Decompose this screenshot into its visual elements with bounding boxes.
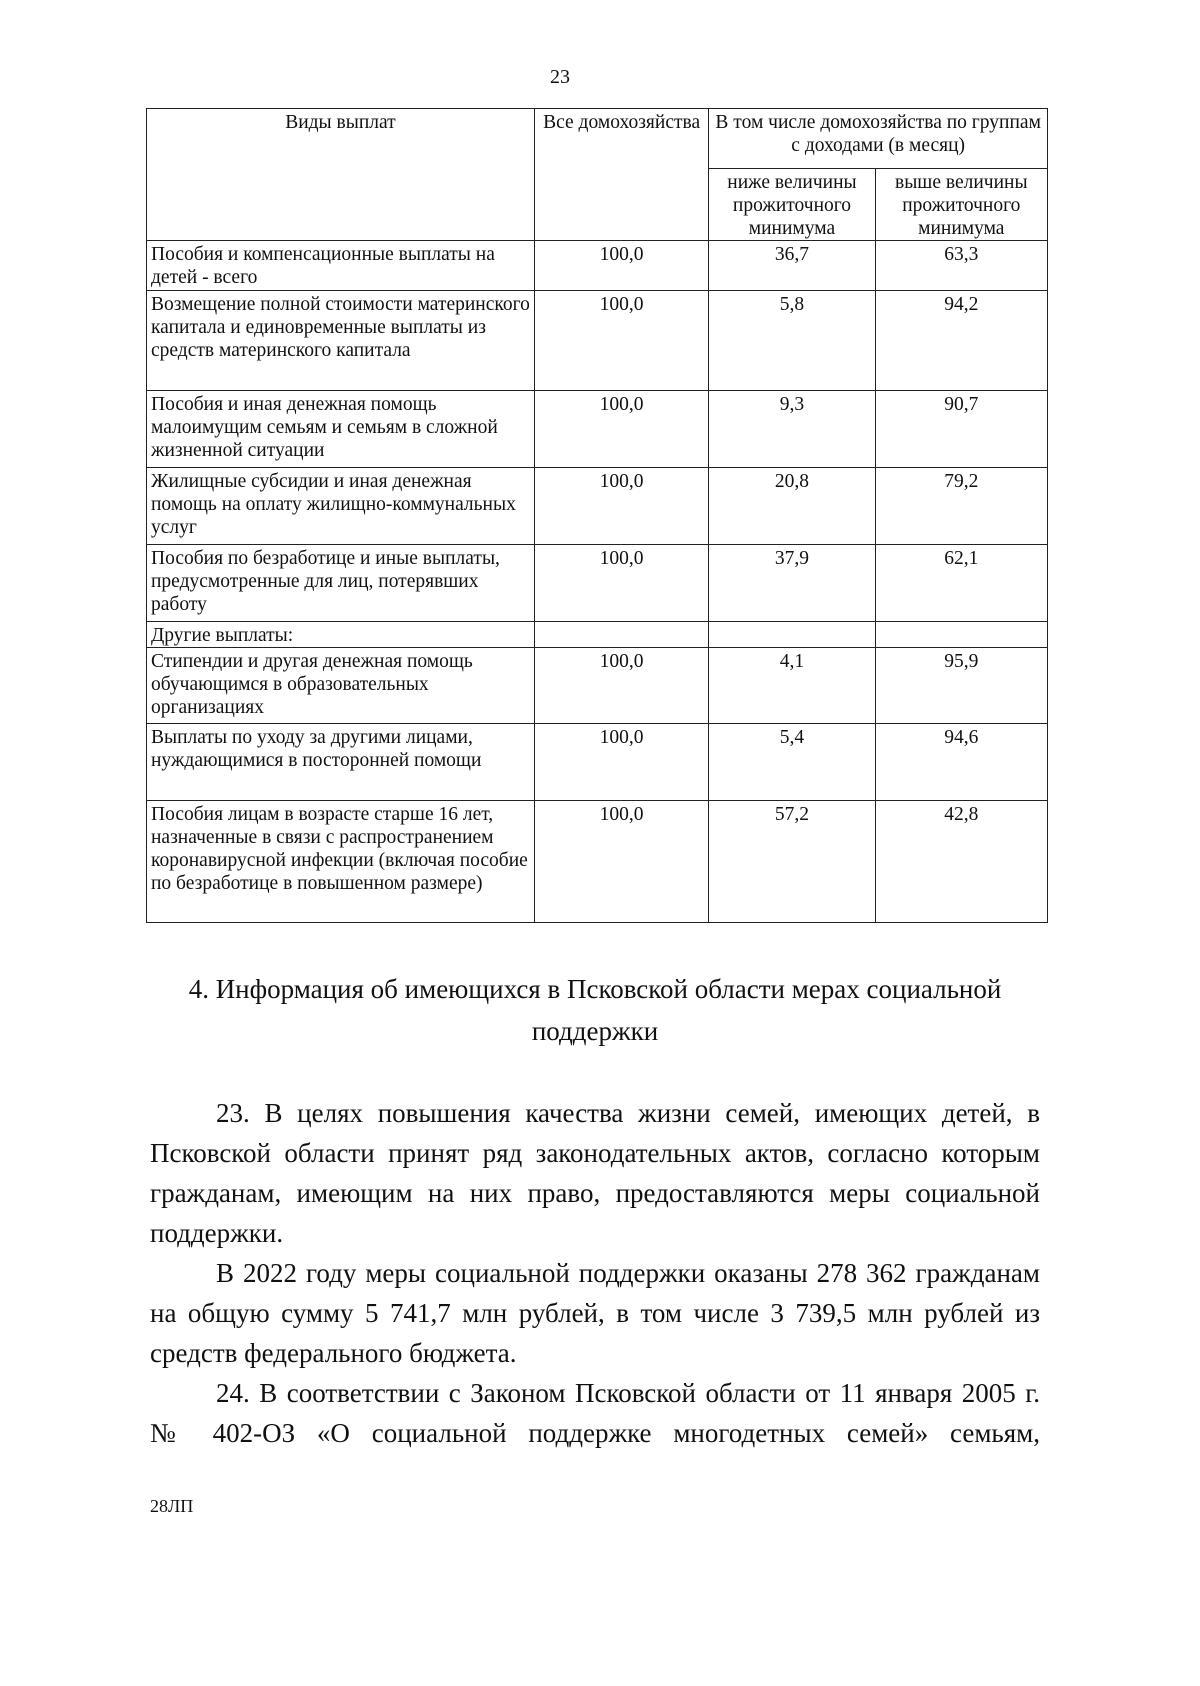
row-below-value: 5,8: [709, 291, 875, 391]
paragraph-23: 23. В целях повышения качества жизни семей, имеющих детей, в Псковской области принят ряд законодательных актов, согласно которым гражданам, имеющим на них право, предоставляются меры социальной поддержки.: [150, 1098, 1040, 1248]
row-all-value: 100,0: [534, 241, 708, 291]
row-all-value: 100,0: [534, 291, 708, 391]
row-all-value: 100,0: [534, 724, 708, 801]
row-below-value: 36,7: [709, 241, 875, 291]
row-above-value: [875, 622, 1047, 648]
row-below-value: 20,8: [709, 468, 875, 545]
table-row: [147, 291, 1048, 391]
header-income-groups: В том числе домохозяйства по группам с доходами (в месяц): [709, 109, 1048, 169]
row-below-value: 57,2: [709, 801, 875, 923]
row-name: Жилищные субсидии и иная денежная помощь на оплату жилищно-коммунальных услуг: [147, 468, 535, 545]
row-all-value: 100,0: [534, 391, 708, 468]
header-payment-type: Виды выплат: [147, 109, 535, 241]
row-below-value: 9,3: [709, 391, 875, 468]
row-name: Пособия и иная денежная помощь малоимущим семьям и семьям в сложной жизненной ситуации: [147, 391, 535, 468]
row-all-value: [534, 622, 708, 648]
table-body: [147, 241, 1048, 923]
row-name: Выплаты по уходу за другими лицами, нуждающимися в посторонней помощи: [147, 724, 535, 801]
header-all-households: Все домохозяйства: [534, 109, 708, 241]
row-name: Пособия и компенсационные выплаты на детей - всего: [147, 241, 535, 291]
table-row: [147, 724, 1048, 801]
page-number: 23: [550, 66, 570, 88]
row-above-value: 42,8: [875, 801, 1047, 923]
row-above-value: 79,2: [875, 468, 1047, 545]
payments-table: [146, 108, 1048, 923]
row-all-value: 100,0: [534, 801, 708, 923]
paragraph-24: 24. В соответствии с Законом Псковской области от 11 января 2005 г. № 402-ОЗ «О социальной поддержке многодетных семей» семьям,: [150, 1378, 1040, 1448]
row-below-value: 37,9: [709, 545, 875, 622]
row-all-value: 100,0: [534, 468, 708, 545]
table-row: [147, 468, 1048, 545]
header-below-minimum: ниже величины прожиточного минимума: [709, 169, 875, 241]
row-name: Пособия по безработице и иные выплаты, предусмотренные для лиц, потерявших работу: [147, 545, 535, 622]
row-all-value: 100,0: [534, 545, 708, 622]
footer-code: 28ЛП: [150, 1496, 194, 1516]
row-below-value: [709, 622, 875, 648]
paragraph-2022: В 2022 году меры социальной поддержки оказаны 278 362 гражданам на общую сумму 5 741,7 млн рублей, в том числе 3 739,5 млн рублей из средств федерального бюджета.: [150, 1258, 1040, 1368]
table-row: [147, 622, 1048, 648]
row-above-value: 90,7: [875, 391, 1047, 468]
table-row: [147, 545, 1048, 622]
table-row: [147, 801, 1048, 923]
row-above-value: 94,6: [875, 724, 1047, 801]
row-above-value: 63,3: [875, 241, 1047, 291]
row-name: Стипендии и другая денежная помощь обучающимся в образовательных организациях: [147, 648, 535, 724]
table-row: [147, 391, 1048, 468]
section-heading: 4. Информация об имеющихся в Псковской области мерах социальной поддержки: [188, 974, 1002, 1046]
row-below-value: 4,1: [709, 648, 875, 724]
row-above-value: 62,1: [875, 545, 1047, 622]
row-name: Возмещение полной стоимости материнского капитала и единовременные выплаты из средств материнского капитала: [147, 291, 535, 391]
row-below-value: 5,4: [709, 724, 875, 801]
row-name: Другие выплаты:: [147, 622, 535, 648]
table-row: [147, 241, 1048, 291]
row-above-value: 95,9: [875, 648, 1047, 724]
row-above-value: 94,2: [875, 291, 1047, 391]
row-all-value: 100,0: [534, 648, 708, 724]
table-row: [147, 648, 1048, 724]
header-above-minimum: выше величины прожиточного минимума: [875, 169, 1047, 241]
row-name: Пособия лицам в возрасте старше 16 лет, назначенные в связи с распространением коронавирусной инфекции (включая пособие по безработице в повышенном размере): [147, 801, 535, 923]
